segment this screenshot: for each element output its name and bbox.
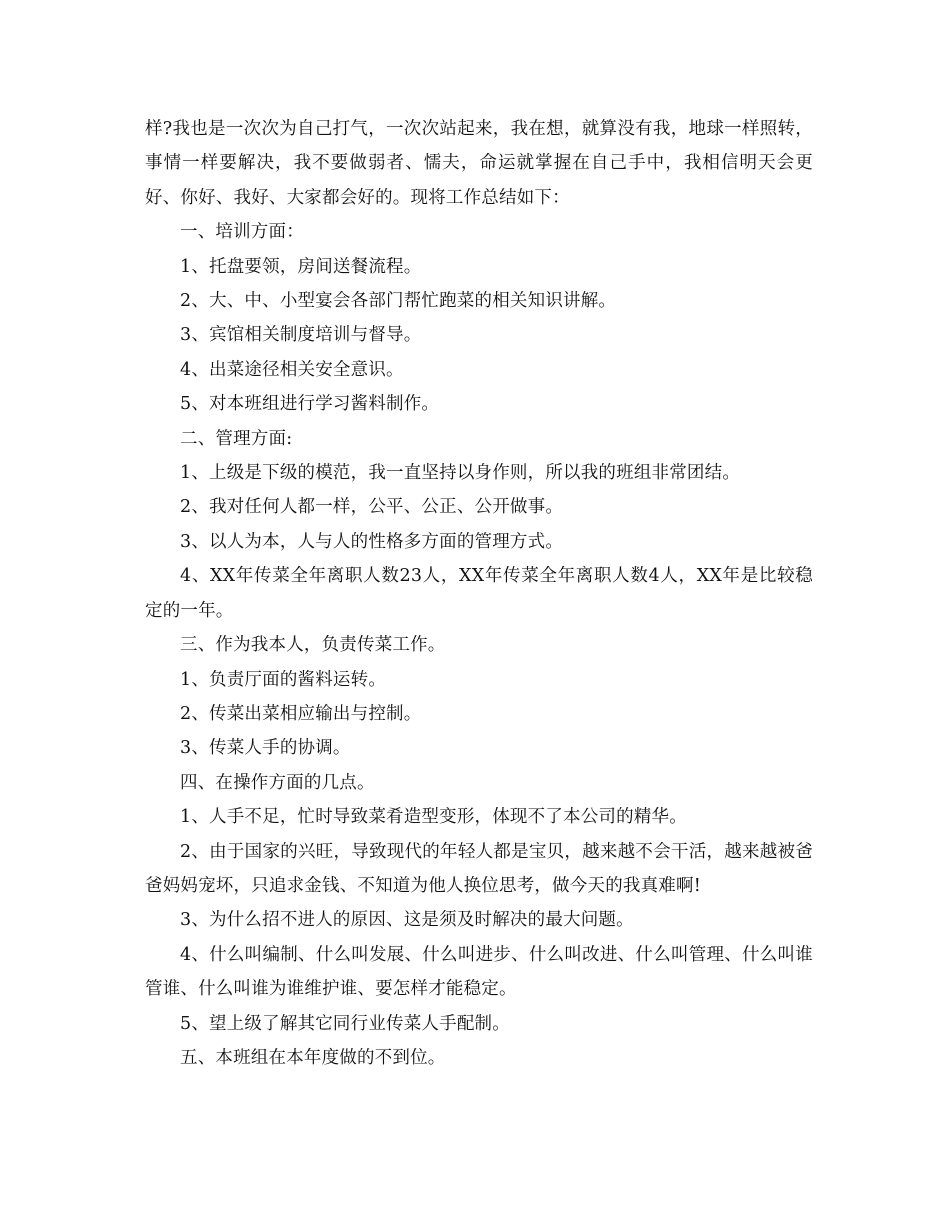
list-item-operations-3: 3、为什么招不进人的原因、这是须及时解决的最大问题。 xyxy=(180,910,634,931)
heading-shortcomings: 五、本班组在本年度做的不到位。 xyxy=(180,1047,446,1068)
list-item-management-3: 3、以人为本，人与人的性格多方面的管理方式。 xyxy=(180,531,564,552)
list-item-operations-4: 4、什么叫编制、什么叫发展、什么叫进步、什么叫改进、什么叫管理、什么叫谁管谁、什么叫谁为谁维护谁、要怎样才能稳定。 xyxy=(145,944,813,1000)
list-item-operations-1: 1、人手不足，忙时导致菜肴造型变形，体现不了本公司的精华。 xyxy=(180,807,687,828)
heading-personal-role: 三、作为我本人，负责传菜工作。 xyxy=(180,635,446,656)
document-body xyxy=(145,112,813,1075)
list-item-management-4: 4、XX年传菜全年离职人数23人，XX年传菜全年离职人数4人，XX年是比较稳定的一年。 xyxy=(145,566,813,621)
heading-operations: 四、在操作方面的几点。 xyxy=(180,772,375,793)
list-item-management-2: 2、我对任何人都一样，公平、公正、公开做事。 xyxy=(180,497,564,518)
list-item-operations-5: 5、望上级了解其它同行业传菜人手配制。 xyxy=(180,1013,510,1034)
list-item-role-1: 1、负责厅面的酱料运转。 xyxy=(180,669,387,690)
heading-management: 二、管理方面: xyxy=(180,428,293,449)
list-item-training-4: 4、出菜途径相关安全意识。 xyxy=(180,359,404,380)
heading-training: 一、培训方面： xyxy=(180,222,304,243)
list-item-training-3: 3、宾馆相关制度培训与督导。 xyxy=(180,325,422,346)
paragraph-intro: 样?我也是一次次为自己打气，一次次站起来，我在想，就算没有我，地球一样照转，事情一样要解决，我不要做弱者、懦夫，命运就掌握在自己手中，我相信明天会更好、你好、我好、大家都会好的。现将工作总结如下： xyxy=(145,119,813,208)
list-item-operations-2: 2、由于国家的兴旺，导致现代的年轻人都是宝贝，越来越不会干活，越来越被爸爸妈妈宠坏，只追求金钱、不知道为他人换位思考，做今天的我真难啊! xyxy=(145,841,813,896)
list-item-management-1: 1、上级是下级的模范，我一直坚持以身作则，所以我的班组非常团结。 xyxy=(180,463,741,484)
list-item-training-2: 2、大、中、小型宴会各部门帮忙跑菜的相关知识讲解。 xyxy=(180,291,617,312)
list-item-training-5: 5、对本班组进行学习酱料制作。 xyxy=(180,394,440,415)
list-item-role-3: 3、传菜人手的协调。 xyxy=(180,738,351,759)
list-item-role-2: 2、传菜出菜相应输出与控制。 xyxy=(180,703,422,724)
list-item-training-1: 1、托盘要领，房间送餐流程。 xyxy=(180,256,422,277)
